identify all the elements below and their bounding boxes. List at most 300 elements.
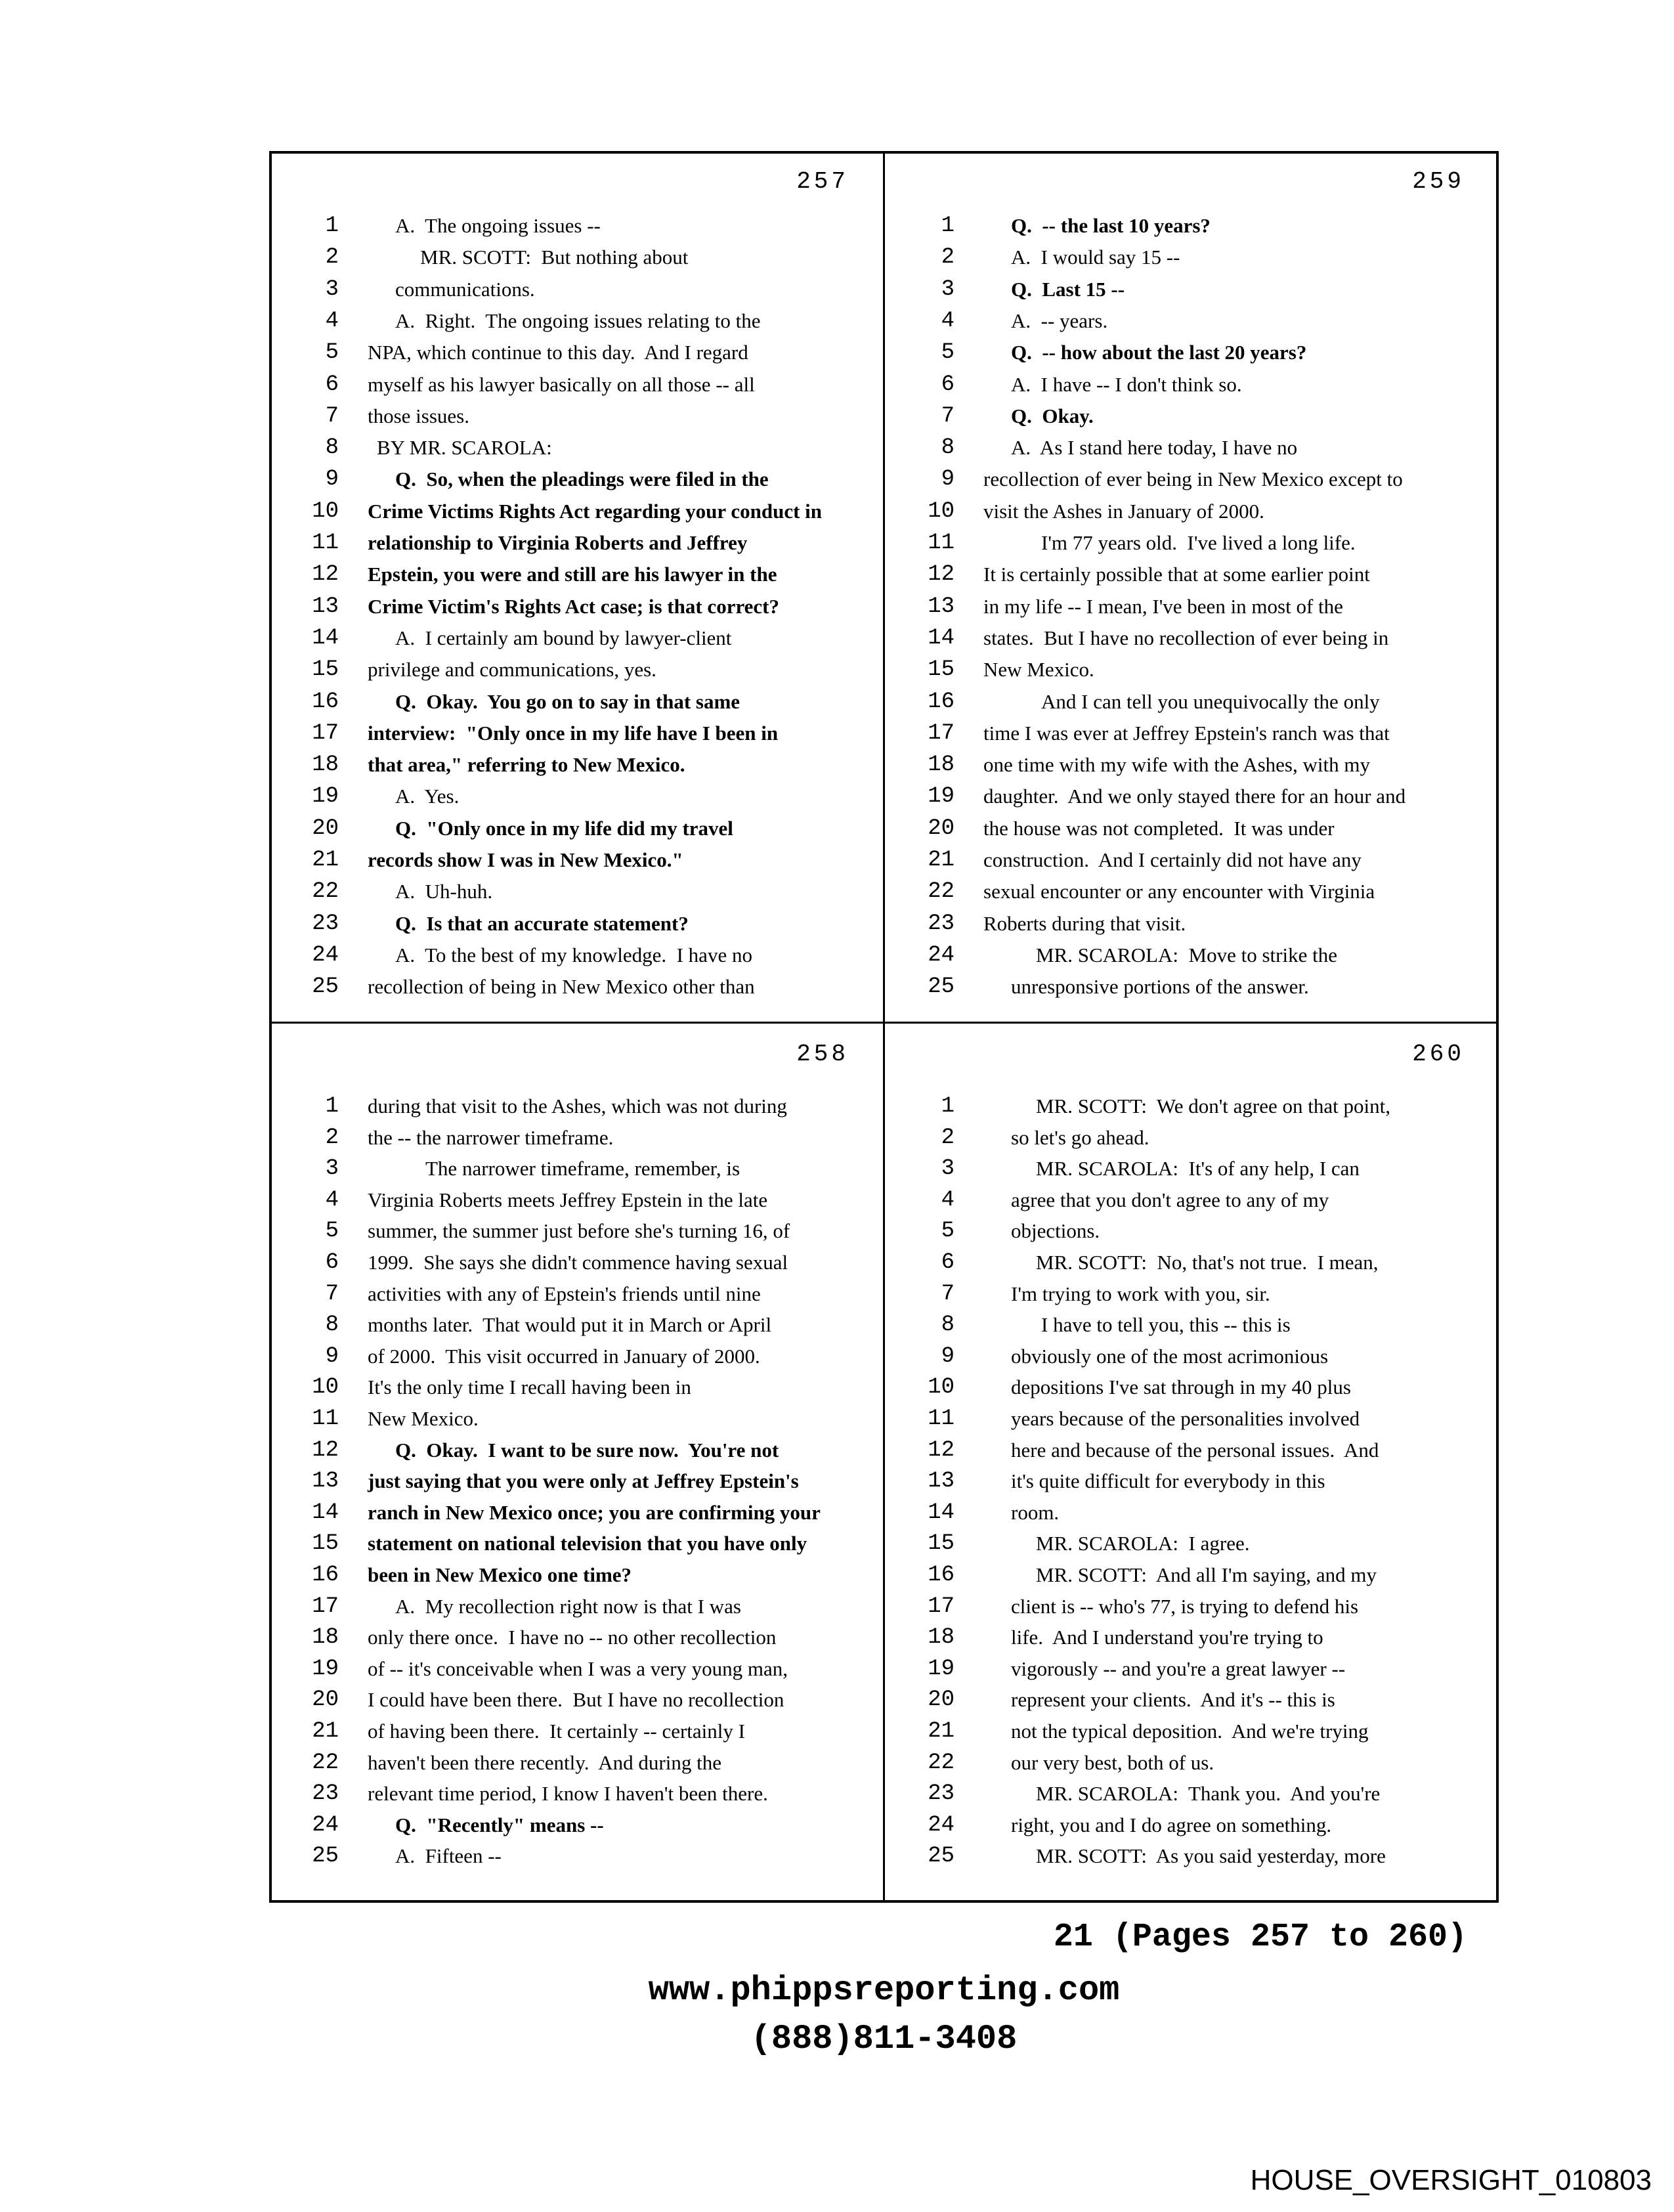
line-number: 25 [312, 974, 339, 1000]
line-text: MR. SCOTT: But nothing about [420, 246, 689, 269]
line-text: New Mexico. [368, 1407, 479, 1430]
line-text: sexual encounter or any encounter with Virginia [983, 880, 1375, 903]
line-text: Q. "Recently" means -- [395, 1813, 604, 1836]
line-text: it's quite difficult for everybody in this [1011, 1469, 1325, 1493]
line-number: 11 [928, 531, 955, 555]
line-text: those issues. [368, 404, 469, 427]
line-number: 24 [928, 942, 955, 968]
transcript-line [885, 1467, 1499, 1498]
line-number: 16 [928, 689, 955, 714]
line-number: 19 [928, 784, 955, 810]
line-number: 5 [941, 1219, 955, 1244]
line-number: 8 [325, 1312, 339, 1338]
transcript-line [885, 1748, 1499, 1780]
line-text: our very best, both of us. [1011, 1750, 1214, 1774]
transcript-page-259 [885, 151, 1499, 1022]
line-number: 17 [312, 720, 339, 746]
transcript-line [885, 782, 1499, 813]
transcript-line [269, 560, 883, 592]
line-text: records show I was in New Mexico." [368, 848, 683, 871]
line-number: 4 [941, 308, 955, 334]
transcript-line [269, 750, 883, 782]
line-number: 8 [325, 435, 339, 461]
line-number: 5 [325, 1219, 339, 1244]
line-number: 1 [941, 1094, 955, 1119]
transcript-line [269, 1717, 883, 1748]
transcript-line [885, 655, 1499, 687]
transcript-line [885, 1404, 1499, 1436]
line-number: 7 [325, 1281, 339, 1307]
line-number: 23 [312, 1781, 339, 1807]
line-text: right, you and I do agree on something. [1011, 1813, 1332, 1836]
transcript-line [269, 1529, 883, 1561]
transcript-line [885, 275, 1499, 307]
line-text: recollection of being in New Mexico other than [368, 975, 755, 999]
line-number: 19 [312, 784, 339, 810]
line-text: the -- the narrower timeframe. [368, 1125, 614, 1149]
line-number: 17 [928, 720, 955, 746]
transcript-line [885, 1154, 1499, 1186]
line-number: 2 [941, 245, 955, 271]
transcript-line [269, 497, 883, 529]
transcript-page-258 [269, 1024, 883, 1903]
transcript-line [269, 814, 883, 846]
transcript-line [885, 592, 1499, 624]
line-number: 7 [941, 1281, 955, 1307]
transcript-line [885, 1561, 1499, 1592]
line-number: 9 [941, 467, 955, 492]
transcript-line [269, 1811, 883, 1842]
transcript-line [269, 687, 883, 719]
line-text: obviously one of the most acrimonious [1011, 1344, 1329, 1368]
line-text: room. [1011, 1500, 1060, 1524]
line-text: during that visit to the Ashes, which was not during [368, 1095, 787, 1117]
transcript-line [269, 1779, 883, 1811]
line-number: 23 [312, 911, 339, 936]
line-number: 24 [312, 942, 339, 968]
transcript-line [269, 655, 883, 687]
line-number: 3 [325, 1156, 339, 1182]
line-text: MR. SCOTT: No, that's not true. I mean, [1036, 1251, 1379, 1274]
line-text: MR. SCOTT: And all I'm saying, and my [1036, 1563, 1377, 1586]
line-text: Q. Okay. [1011, 404, 1094, 427]
court-reporter-phone: (888)811-3408 [750, 2020, 1018, 2058]
transcript-line [885, 909, 1499, 941]
transcript-line [269, 1655, 883, 1686]
line-text: represent your clients. And it's -- this is [1011, 1688, 1335, 1712]
line-number: 9 [325, 467, 339, 492]
transcript-line [269, 1123, 883, 1155]
line-number: 10 [928, 1375, 955, 1400]
line-number: 13 [312, 1469, 339, 1494]
line-number: 9 [941, 1343, 955, 1369]
line-text: A. Yes. [395, 785, 460, 808]
transcript-line [885, 465, 1499, 496]
line-text: been in New Mexico one time? [368, 1563, 632, 1586]
line-text: so let's go ahead. [1011, 1125, 1149, 1149]
line-text: daughter. And we only stayed there for an hour and [983, 785, 1406, 808]
page-range-summary: 21 (Pages 257 to 260) [1053, 1919, 1467, 1956]
line-text: Q. "Only once in my life did my travel [395, 816, 733, 840]
transcript-line [269, 972, 883, 1004]
transcript-line [885, 1436, 1499, 1467]
line-text: The narrower timeframe, remember, is [425, 1157, 740, 1181]
line-text: Q. -- how about the last 20 years? [1011, 341, 1307, 364]
line-text: NPA, which continue to this day. And I regard [368, 341, 748, 364]
transcript-line [269, 909, 883, 941]
line-number: 12 [312, 1437, 339, 1463]
line-text: MR. SCAROLA: Move to strike the [1036, 943, 1337, 966]
line-text: in my life -- I mean, I've been in most of the [983, 594, 1343, 618]
line-number: 10 [312, 498, 339, 524]
line-number: 15 [312, 657, 339, 683]
line-number: 8 [941, 1312, 955, 1338]
transcript-page-257 [269, 151, 883, 1022]
line-number: 6 [941, 1250, 955, 1275]
line-text: ranch in New Mexico once; you are confirming your [368, 1500, 821, 1524]
transcript-line [885, 1717, 1499, 1748]
line-text: I have to tell you, this -- this is [1041, 1313, 1291, 1337]
line-text: 1999. She says she didn't commence having sexual [368, 1251, 788, 1274]
line-number: 2 [325, 245, 339, 271]
line-text: And I can tell you unequivocally the only [1041, 689, 1380, 713]
line-number: 14 [312, 625, 339, 651]
line-number: 24 [312, 1812, 339, 1838]
line-text: the house was not completed. It was under [983, 816, 1335, 840]
transcript-line [269, 1248, 883, 1280]
line-number: 23 [928, 1781, 955, 1807]
line-number: 7 [325, 403, 339, 429]
line-text: Crime Victim's Rights Act case; is that correct? [368, 594, 779, 618]
transcript-line [269, 1685, 883, 1717]
line-text: I'm trying to work with you, sir. [1011, 1282, 1270, 1305]
transcript-line [269, 846, 883, 877]
line-number: 6 [325, 1250, 339, 1275]
line-text: visit the Ashes in January of 2000. [983, 499, 1264, 523]
transcript-line [269, 592, 883, 624]
line-number: 14 [312, 1500, 339, 1525]
line-text: of -- it's conceivable when I was a very young man, [368, 1657, 788, 1680]
line-text: Virginia Roberts meets Jeffrey Epstein in the late [368, 1188, 768, 1211]
transcript-line [269, 1217, 883, 1248]
line-text: Crime Victims Rights Act regarding your conduct in [368, 499, 823, 523]
line-text: years because of the personalities involved [1011, 1407, 1360, 1430]
line-number: 20 [928, 815, 955, 841]
line-number: 22 [312, 879, 339, 905]
line-number: 20 [928, 1687, 955, 1713]
line-number: 15 [928, 1531, 955, 1557]
line-number: 25 [928, 974, 955, 1000]
line-number: 12 [312, 562, 339, 588]
line-number: 16 [928, 1563, 955, 1588]
page-number: 259 [1412, 168, 1465, 195]
transcript-line [885, 1280, 1499, 1311]
transcript-line [885, 560, 1499, 592]
line-text: relevant time period, I know I haven't been there. [368, 1782, 768, 1806]
line-text: A. As I stand here today, I have no [1011, 436, 1298, 460]
line-text: New Mexico. [983, 658, 1094, 682]
transcript-line [885, 1842, 1499, 1873]
line-text: relationship to Virginia Roberts and Jeffrey [368, 531, 748, 554]
transcript-line [885, 1498, 1499, 1530]
line-number: 19 [928, 1656, 955, 1681]
transcript-line [269, 1748, 883, 1780]
transcript-line [269, 370, 883, 402]
line-text: A. Uh-huh. [395, 880, 493, 903]
transcript-line [885, 687, 1499, 719]
line-text: haven't been there recently. And during the [368, 1750, 721, 1774]
transcript-line [885, 1248, 1499, 1280]
transcript-line [885, 497, 1499, 529]
line-number: 10 [928, 498, 955, 524]
line-text: A. Fifteen -- [395, 1844, 502, 1868]
line-text: summer, the summer just before she's turning 16, of [368, 1219, 790, 1243]
line-text: A. Right. The ongoing issues relating to the [395, 309, 761, 332]
line-number: 21 [928, 848, 955, 873]
transcript-line [885, 1529, 1499, 1561]
transcript-line [269, 1154, 883, 1186]
line-text: A. I would say 15 -- [1011, 246, 1180, 269]
line-number: 22 [928, 1750, 955, 1775]
line-number: 22 [312, 1750, 339, 1775]
line-number: 6 [325, 372, 339, 397]
page-number: 260 [1412, 1041, 1465, 1068]
transcript-line [269, 243, 883, 274]
transcript-line [269, 275, 883, 307]
line-text: I could have been there. But I have no recollection [368, 1688, 784, 1712]
line-number: 17 [928, 1594, 955, 1619]
line-number: 11 [312, 1406, 339, 1431]
line-text: A. To the best of my knowledge. I have no [395, 943, 752, 966]
line-text: MR. SCOTT: We don't agree on that point, [1036, 1095, 1390, 1117]
line-text: objections. [1011, 1219, 1100, 1243]
transcript-line [269, 529, 883, 560]
line-number: 19 [312, 1656, 339, 1681]
line-text: Q. -- the last 10 years? [1011, 214, 1211, 237]
line-text: of 2000. This visit occurred in January of 2000. [368, 1344, 760, 1368]
line-text: states. But I have no recollection of ever being in [983, 626, 1389, 649]
line-number: 16 [312, 1563, 339, 1588]
line-number: 3 [941, 276, 955, 302]
transcript-line [269, 211, 883, 243]
line-text: of having been there. It certainly -- certainly I [368, 1720, 745, 1743]
transcript-line [269, 307, 883, 338]
transcript-line [269, 1592, 883, 1624]
line-text: Q. Is that an accurate statement? [395, 911, 689, 935]
line-text: months later. That would put it in March or April [368, 1313, 772, 1337]
line-text: Q. Okay. I want to be sure now. You're not [395, 1438, 779, 1462]
transcript-line [269, 877, 883, 909]
line-text: MR. SCOTT: As you said yesterday, more [1036, 1844, 1386, 1868]
line-number: 13 [312, 594, 339, 619]
line-text: unresponsive portions of the answer. [1011, 975, 1309, 999]
transcript-line [269, 624, 883, 655]
line-text: only there once. I have no -- no other recollection [368, 1626, 777, 1649]
line-number: 21 [312, 1719, 339, 1744]
transcript-line [885, 1373, 1499, 1404]
transcript-line [885, 1779, 1499, 1811]
line-text: A. -- years. [1011, 309, 1108, 332]
transcript-line [269, 1373, 883, 1404]
transcript-line [885, 1092, 1499, 1123]
line-text: communications. [395, 277, 535, 301]
line-text: Epstein, you were and still are his lawyer in the [368, 563, 777, 586]
line-text: here and because of the personal issues. And [1011, 1438, 1379, 1462]
line-text: just saying that you were only at Jeffrey Epstein's [368, 1469, 799, 1493]
line-number: 12 [928, 1437, 955, 1463]
transcript-line [885, 370, 1499, 402]
page-number: 258 [796, 1041, 849, 1068]
transcript-line [885, 1592, 1499, 1624]
transcript-line [269, 1311, 883, 1342]
transcript-line [269, 433, 883, 465]
transcript-line [885, 402, 1499, 433]
line-number: 1 [941, 213, 955, 238]
line-number: 13 [928, 594, 955, 619]
line-number: 7 [941, 403, 955, 429]
transcript-line [885, 972, 1499, 1004]
transcript-line [269, 941, 883, 972]
transcript-line [885, 1217, 1499, 1248]
court-reporter-website: www.phippsreporting.com [648, 1971, 1120, 2010]
line-text: MR. SCAROLA: It's of any help, I can [1036, 1157, 1360, 1181]
transcript-line [885, 1655, 1499, 1686]
line-text: Q. So, when the pleadings were filed in the [395, 467, 769, 491]
line-number: 3 [325, 276, 339, 302]
transcript-line [269, 1561, 883, 1592]
line-text: that area," referring to New Mexico. [368, 753, 685, 777]
line-text: not the typical deposition. And we're trying [1011, 1720, 1369, 1743]
line-text: statement on national television that you have only [368, 1532, 807, 1555]
line-text: A. The ongoing issues -- [395, 214, 601, 237]
line-text: life. And I understand you're trying to [1011, 1626, 1323, 1649]
line-text: client is -- who's 77, is trying to defend his [1011, 1594, 1359, 1618]
transcript-line [885, 1811, 1499, 1842]
transcript-line [885, 877, 1499, 909]
transcript-line [885, 1685, 1499, 1717]
transcript-line [885, 1123, 1499, 1155]
line-text: BY MR. SCAROLA: [377, 436, 552, 460]
line-number: 18 [312, 752, 339, 778]
line-text: A. I have -- I don't think so. [1011, 372, 1242, 396]
transcript-line [885, 1342, 1499, 1374]
line-text: one time with my wife with the Ashes, with my [983, 753, 1370, 777]
transcript-page-260 [885, 1024, 1499, 1903]
line-number: 14 [928, 1500, 955, 1525]
line-text: Q. Okay. You go on to say in that same [395, 689, 740, 713]
line-number: 18 [928, 752, 955, 778]
line-number: 15 [312, 1531, 339, 1557]
transcript-line [885, 211, 1499, 243]
line-number: 2 [941, 1125, 955, 1150]
line-number: 25 [928, 1844, 955, 1869]
transcript-line [885, 243, 1499, 274]
line-number: 20 [312, 815, 339, 841]
transcript-line [885, 338, 1499, 370]
line-text: recollection of ever being in New Mexico except to [983, 467, 1403, 491]
line-number: 4 [325, 1187, 339, 1213]
line-number: 24 [928, 1812, 955, 1838]
transcript-line [885, 1186, 1499, 1217]
line-number: 14 [928, 625, 955, 651]
line-number: 3 [941, 1156, 955, 1182]
line-number: 1 [325, 213, 339, 238]
transcript-line [885, 846, 1499, 877]
line-text: A. My recollection right now is that I was [395, 1594, 741, 1618]
transcript-line [269, 1280, 883, 1311]
line-number: 16 [312, 689, 339, 714]
transcript-line [269, 782, 883, 813]
transcript-line [885, 307, 1499, 338]
line-number: 15 [928, 657, 955, 683]
transcript-line [269, 1342, 883, 1374]
line-text: construction. And I certainly did not have any [983, 848, 1362, 871]
line-number: 4 [325, 308, 339, 334]
transcript-line [269, 402, 883, 433]
transcript-line [269, 338, 883, 370]
line-number: 11 [312, 531, 339, 555]
transcript-line [885, 1623, 1499, 1655]
transcript-line [269, 465, 883, 496]
transcript-line [885, 941, 1499, 972]
page-number: 257 [796, 168, 849, 195]
line-number: 21 [928, 1719, 955, 1744]
line-text: Q. Last 15 -- [1011, 277, 1125, 301]
line-text: privilege and communications, yes. [368, 658, 656, 682]
line-number: 12 [928, 562, 955, 588]
line-text: MR. SCAROLA: I agree. [1036, 1532, 1250, 1555]
line-number: 10 [312, 1375, 339, 1400]
transcript-line [885, 814, 1499, 846]
line-text: activities with any of Epstein's friends until nine [368, 1282, 761, 1305]
line-text: It's the only time I recall having been in [368, 1376, 691, 1399]
line-number: 17 [312, 1594, 339, 1619]
line-number: 20 [312, 1687, 339, 1713]
line-number: 9 [325, 1343, 339, 1369]
transcript-line [269, 1498, 883, 1530]
line-text: A. I certainly am bound by lawyer-client [395, 626, 732, 649]
transcript-line [885, 624, 1499, 655]
line-text: Roberts during that visit. [983, 911, 1186, 935]
line-number: 1 [325, 1094, 339, 1119]
line-text: vigorously -- and you're a great lawyer -- [1011, 1657, 1346, 1680]
line-text: time I was ever at Jeffrey Epstein's ranch was that [983, 721, 1390, 745]
transcript-line [269, 1842, 883, 1873]
transcript-line [269, 1092, 883, 1123]
line-text: MR. SCAROLA: Thank you. And you're [1036, 1782, 1381, 1806]
line-number: 4 [941, 1187, 955, 1213]
transcript-line [885, 433, 1499, 465]
line-number: 11 [928, 1406, 955, 1431]
line-number: 13 [928, 1469, 955, 1494]
transcript-line [269, 1623, 883, 1655]
line-number: 5 [941, 340, 955, 366]
line-number: 18 [312, 1625, 339, 1651]
transcript-line [885, 1311, 1499, 1342]
transcript-line [269, 1467, 883, 1498]
transcript-line [269, 1436, 883, 1467]
line-text: interview: "Only once in my life have I been in [368, 721, 779, 745]
line-number: 23 [928, 911, 955, 936]
transcript-line [269, 1186, 883, 1217]
line-number: 21 [312, 848, 339, 873]
line-number: 6 [941, 372, 955, 397]
line-number: 25 [312, 1844, 339, 1869]
transcript-line [269, 1404, 883, 1436]
transcript-line [269, 719, 883, 750]
transcript-line [885, 529, 1499, 560]
line-number: 2 [325, 1125, 339, 1150]
